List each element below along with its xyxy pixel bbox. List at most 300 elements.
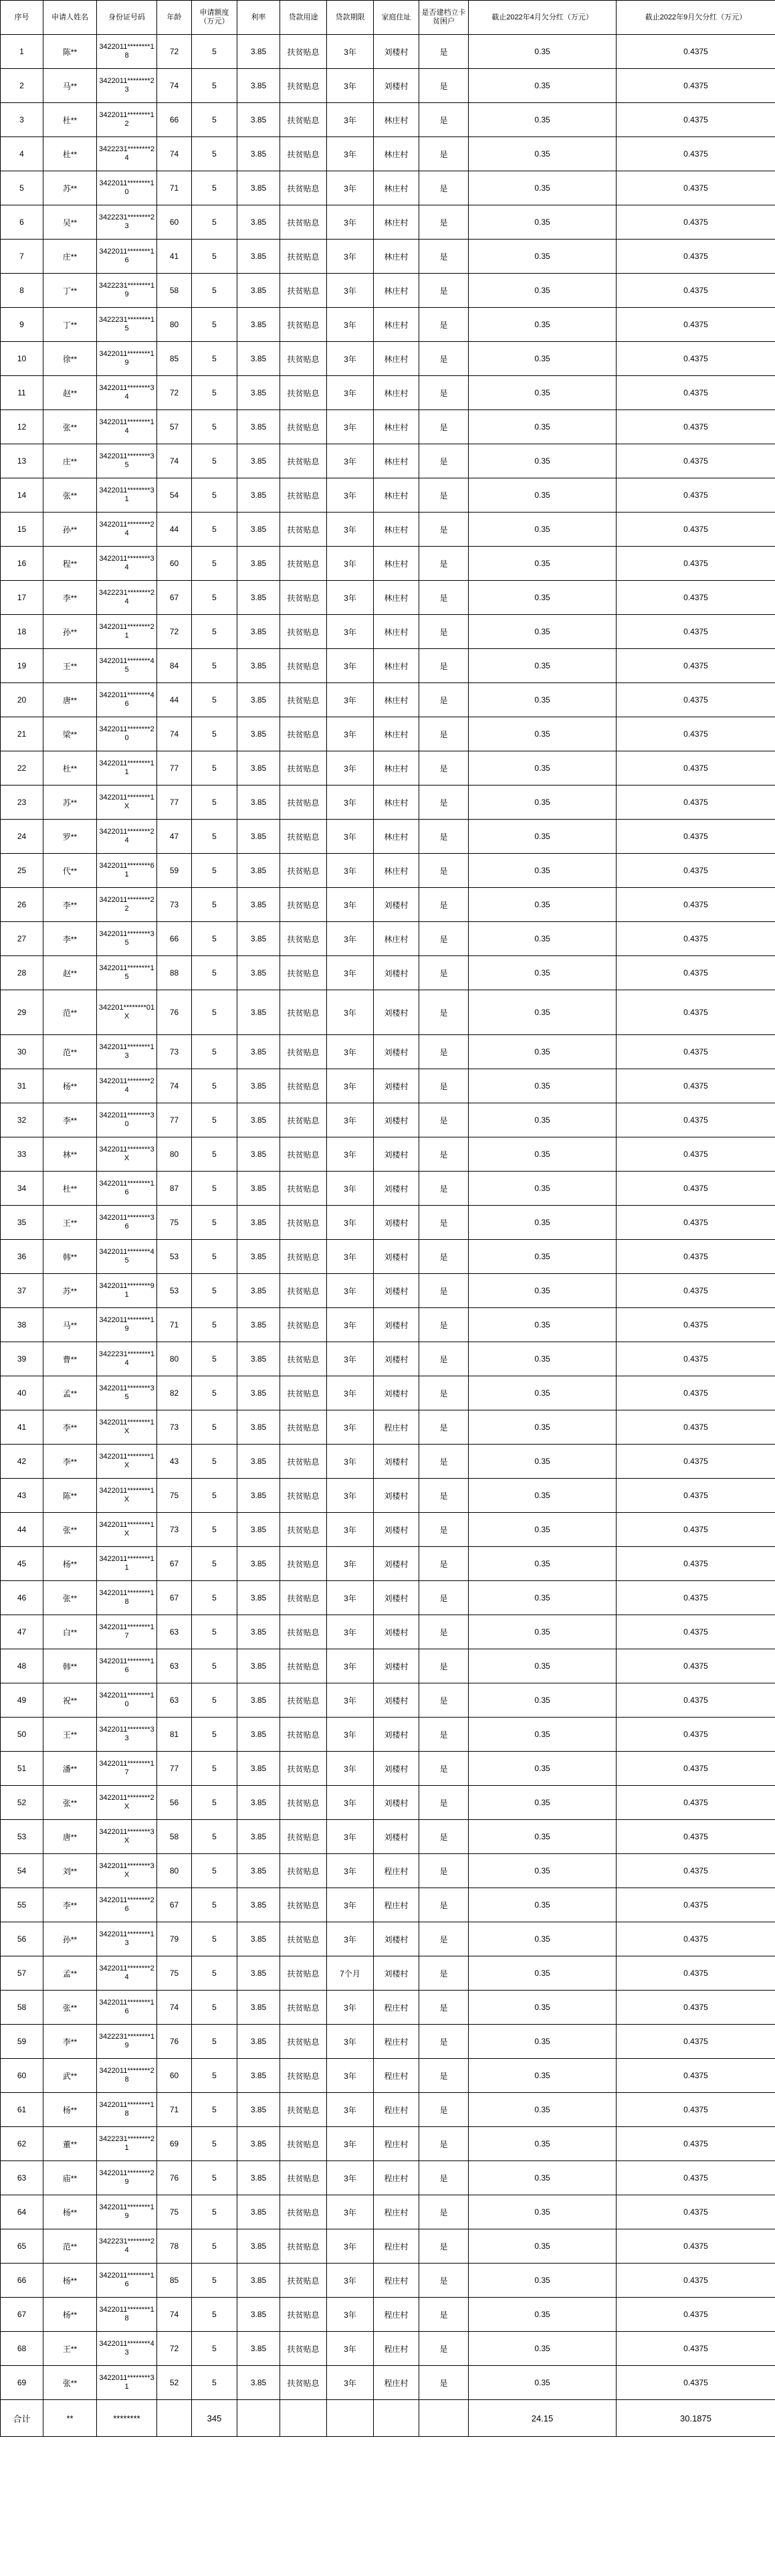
poor-household-flag: 是 xyxy=(419,1752,469,1786)
dividend-owed-april: 0.35 xyxy=(469,717,617,751)
applicant-name: 马** xyxy=(43,69,97,103)
loan-purpose: 扶贫贴息 xyxy=(280,1683,327,1718)
table-row xyxy=(1,308,775,342)
interest-rate: 3.85 xyxy=(237,2093,280,2127)
table-row xyxy=(1,1445,775,1479)
table-row xyxy=(1,478,775,513)
table-row xyxy=(1,1581,775,1615)
dividend-owed-september: 0.4375 xyxy=(617,69,775,103)
dividend-owed-september: 0.4375 xyxy=(617,1615,775,1649)
poor-household-flag: 是 xyxy=(419,2229,469,2264)
id-number: 3422011********2X xyxy=(97,1786,157,1820)
row-number: 45 xyxy=(1,1547,43,1581)
loan-term: 3年 xyxy=(327,1718,374,1752)
dividend-owed-september: 0.4375 xyxy=(617,1786,775,1820)
age: 77 xyxy=(157,786,192,820)
loan-amount: 5 xyxy=(192,2093,237,2127)
dividend-owed-september: 0.4375 xyxy=(617,308,775,342)
row-number: 4 xyxy=(1,137,43,171)
dividend-owed-september: 0.4375 xyxy=(617,1752,775,1786)
row-number: 65 xyxy=(1,2229,43,2264)
row-number: 3 xyxy=(1,103,43,137)
poor-household-flag: 是 xyxy=(419,410,469,444)
loan-amount: 5 xyxy=(192,1649,237,1683)
row-number: 7 xyxy=(1,240,43,274)
dividend-owed-september: 0.4375 xyxy=(617,342,775,376)
header-rate: 利率 xyxy=(237,1,280,35)
age: 63 xyxy=(157,1615,192,1649)
dividend-owed-april: 0.35 xyxy=(469,1137,617,1172)
total-row xyxy=(1,2400,775,2437)
home-address: 林庄村 xyxy=(374,513,419,547)
id-number: 3422011********10 xyxy=(97,1683,157,1718)
applicant-name: 杨** xyxy=(43,2298,97,2332)
loan-term: 3年 xyxy=(327,1410,374,1445)
age: 85 xyxy=(157,342,192,376)
id-number: 3422231********24 xyxy=(97,2229,157,2264)
dividend-owed-september: 0.4375 xyxy=(617,1410,775,1445)
loan-purpose: 扶贫贴息 xyxy=(280,820,327,854)
id-number: 3422011********1X xyxy=(97,1479,157,1513)
loan-term: 3年 xyxy=(327,2059,374,2093)
dividend-owed-april: 0.35 xyxy=(469,2161,617,2195)
table-header xyxy=(1,1,775,35)
id-number: 3422011********29 xyxy=(97,2161,157,2195)
loan-term: 3年 xyxy=(327,2264,374,2298)
header-age: 年龄 xyxy=(157,1,192,35)
applicant-name: 赵** xyxy=(43,956,97,990)
loan-term: 3年 xyxy=(327,1752,374,1786)
applicant-name: 唐** xyxy=(43,1820,97,1854)
loan-term: 3年 xyxy=(327,683,374,717)
loan-purpose: 扶贫贴息 xyxy=(280,1956,327,1991)
table-row xyxy=(1,786,775,820)
dividend-owed-april: 0.35 xyxy=(469,2093,617,2127)
poor-household-flag: 是 xyxy=(419,1786,469,1820)
home-address: 程庄村 xyxy=(374,1854,419,1888)
id-number: 3422231********19 xyxy=(97,2025,157,2059)
poor-household-flag: 是 xyxy=(419,1342,469,1376)
poor-household-flag: 是 xyxy=(419,2093,469,2127)
id-number: 3422011********18 xyxy=(97,2093,157,2127)
total-poor xyxy=(419,2400,469,2437)
table-row xyxy=(1,1206,775,1240)
home-address: 林庄村 xyxy=(374,922,419,956)
home-address: 刘楼村 xyxy=(374,1820,419,1854)
header-use: 贷款用途 xyxy=(280,1,327,35)
loan-purpose: 扶贫贴息 xyxy=(280,786,327,820)
interest-rate: 3.85 xyxy=(237,1069,280,1103)
id-number: 3422011********30 xyxy=(97,1103,157,1137)
row-number: 44 xyxy=(1,1513,43,1547)
dividend-owed-april: 0.35 xyxy=(469,1683,617,1718)
id-number: 3422011********3X xyxy=(97,1820,157,1854)
poor-household-flag: 是 xyxy=(419,1206,469,1240)
interest-rate: 3.85 xyxy=(237,1137,280,1172)
table-row xyxy=(1,1752,775,1786)
row-number: 14 xyxy=(1,478,43,513)
dividend-owed-april: 0.35 xyxy=(469,240,617,274)
table-row xyxy=(1,1718,775,1752)
table-row xyxy=(1,1274,775,1308)
loan-purpose: 扶贫贴息 xyxy=(280,1103,327,1137)
loan-purpose: 扶贫贴息 xyxy=(280,649,327,683)
age: 76 xyxy=(157,2025,192,2059)
row-number: 51 xyxy=(1,1752,43,1786)
applicant-name: 李** xyxy=(43,888,97,922)
row-number: 50 xyxy=(1,1718,43,1752)
dividend-owed-september: 0.4375 xyxy=(617,922,775,956)
loan-amount: 5 xyxy=(192,137,237,171)
home-address: 刘楼村 xyxy=(374,1240,419,1274)
dividend-owed-april: 0.35 xyxy=(469,888,617,922)
loan-amount: 5 xyxy=(192,2025,237,2059)
age: 63 xyxy=(157,1649,192,1683)
header-poor: 是否建档立卡贫困户 xyxy=(419,1,469,35)
home-address: 刘楼村 xyxy=(374,888,419,922)
row-number: 38 xyxy=(1,1308,43,1342)
age: 81 xyxy=(157,1718,192,1752)
age: 60 xyxy=(157,205,192,240)
applicant-name: 李** xyxy=(43,1410,97,1445)
loan-amount: 5 xyxy=(192,2127,237,2161)
home-address: 刘楼村 xyxy=(374,1956,419,1991)
dividend-owed-april: 0.35 xyxy=(469,751,617,786)
dividend-owed-september: 0.4375 xyxy=(617,410,775,444)
interest-rate: 3.85 xyxy=(237,2229,280,2264)
dividend-owed-september: 0.4375 xyxy=(617,956,775,990)
age: 73 xyxy=(157,1035,192,1069)
loan-term: 3年 xyxy=(327,990,374,1035)
applicant-name: 孟** xyxy=(43,1956,97,1991)
loan-purpose: 扶贫贴息 xyxy=(280,1581,327,1615)
age: 77 xyxy=(157,751,192,786)
age: 69 xyxy=(157,2127,192,2161)
home-address: 林庄村 xyxy=(374,274,419,308)
home-address: 林庄村 xyxy=(374,786,419,820)
row-number: 53 xyxy=(1,1820,43,1854)
table-row xyxy=(1,171,775,205)
age: 76 xyxy=(157,990,192,1035)
loan-term: 3年 xyxy=(327,922,374,956)
row-number: 10 xyxy=(1,342,43,376)
total-label: 合计 xyxy=(1,2400,43,2437)
home-address: 刘楼村 xyxy=(374,1308,419,1342)
id-number: 3422011********16 xyxy=(97,1649,157,1683)
age: 71 xyxy=(157,2093,192,2127)
loan-purpose: 扶贫贴息 xyxy=(280,1786,327,1820)
interest-rate: 3.85 xyxy=(237,410,280,444)
loan-purpose: 扶贫贴息 xyxy=(280,205,327,240)
applicant-name: 董** xyxy=(43,2127,97,2161)
dividend-owed-april: 0.35 xyxy=(469,2366,617,2400)
dividend-owed-april: 0.35 xyxy=(469,820,617,854)
loan-purpose: 扶贫贴息 xyxy=(280,2298,327,2332)
loan-term: 3年 xyxy=(327,1172,374,1206)
home-address: 刘楼村 xyxy=(374,1137,419,1172)
loan-amount: 5 xyxy=(192,342,237,376)
loan-term: 3年 xyxy=(327,69,374,103)
applicant-name: 代** xyxy=(43,854,97,888)
loan-amount: 5 xyxy=(192,2298,237,2332)
loan-term: 3年 xyxy=(327,1479,374,1513)
row-number: 23 xyxy=(1,786,43,820)
loan-amount: 5 xyxy=(192,1410,237,1445)
id-number: 3422011********26 xyxy=(97,1888,157,1922)
row-number: 16 xyxy=(1,547,43,581)
interest-rate: 3.85 xyxy=(237,1820,280,1854)
interest-rate: 3.85 xyxy=(237,888,280,922)
dividend-owed-september: 0.4375 xyxy=(617,2332,775,2366)
loan-term: 3年 xyxy=(327,2229,374,2264)
applicant-name: 孙** xyxy=(43,615,97,649)
dividend-owed-september: 0.4375 xyxy=(617,1718,775,1752)
dividend-owed-september: 0.4375 xyxy=(617,2229,775,2264)
dividend-owed-april: 0.35 xyxy=(469,2025,617,2059)
dividend-owed-september: 0.4375 xyxy=(617,1103,775,1137)
interest-rate: 3.85 xyxy=(237,2298,280,2332)
loan-term: 3年 xyxy=(327,2093,374,2127)
dividend-owed-april: 0.35 xyxy=(469,1752,617,1786)
loan-amount: 5 xyxy=(192,1240,237,1274)
loan-amount: 5 xyxy=(192,615,237,649)
interest-rate: 3.85 xyxy=(237,1376,280,1410)
interest-rate: 3.85 xyxy=(237,1274,280,1308)
id-number: 342201********01X xyxy=(97,990,157,1035)
dividend-owed-april: 0.35 xyxy=(469,1206,617,1240)
id-number: 3422011********22 xyxy=(97,888,157,922)
dividend-owed-september: 0.4375 xyxy=(617,990,775,1035)
total-amount: 345 xyxy=(192,2400,237,2437)
dividend-owed-september: 0.4375 xyxy=(617,2298,775,2332)
poor-household-flag: 是 xyxy=(419,1410,469,1445)
interest-rate: 3.85 xyxy=(237,2127,280,2161)
home-address: 刘楼村 xyxy=(374,1103,419,1137)
poor-household-flag: 是 xyxy=(419,69,469,103)
interest-rate: 3.85 xyxy=(237,1206,280,1240)
loan-term: 3年 xyxy=(327,581,374,615)
table-row xyxy=(1,1547,775,1581)
dividend-owed-april: 0.35 xyxy=(469,410,617,444)
loan-amount: 5 xyxy=(192,513,237,547)
table-row xyxy=(1,1649,775,1683)
poor-household-flag: 是 xyxy=(419,888,469,922)
dividend-owed-april: 0.35 xyxy=(469,1274,617,1308)
age: 73 xyxy=(157,1513,192,1547)
poor-household-flag: 是 xyxy=(419,1991,469,2025)
poor-household-flag: 是 xyxy=(419,1615,469,1649)
age: 74 xyxy=(157,1991,192,2025)
applicant-name: 范** xyxy=(43,2229,97,2264)
table-row xyxy=(1,410,775,444)
table-row xyxy=(1,2161,775,2195)
loan-term: 3年 xyxy=(327,1376,374,1410)
interest-rate: 3.85 xyxy=(237,1240,280,1274)
row-number: 25 xyxy=(1,854,43,888)
applicant-name: 张** xyxy=(43,1581,97,1615)
poor-household-flag: 是 xyxy=(419,922,469,956)
total-id: ******** xyxy=(97,2400,157,2437)
row-number: 42 xyxy=(1,1445,43,1479)
age: 60 xyxy=(157,2059,192,2093)
applicant-name: 陈** xyxy=(43,1479,97,1513)
table-row xyxy=(1,2332,775,2366)
home-address: 刘楼村 xyxy=(374,1206,419,1240)
row-number: 26 xyxy=(1,888,43,922)
dividend-owed-april: 0.35 xyxy=(469,2264,617,2298)
poor-household-flag: 是 xyxy=(419,1854,469,1888)
row-number: 22 xyxy=(1,751,43,786)
total-term xyxy=(327,2400,374,2437)
applicant-name: 庄** xyxy=(43,444,97,478)
row-number: 52 xyxy=(1,1786,43,1820)
table-row xyxy=(1,2264,775,2298)
dividend-owed-april: 0.35 xyxy=(469,137,617,171)
table-row xyxy=(1,103,775,137)
dividend-owed-september: 0.4375 xyxy=(617,103,775,137)
id-number: 3422011********3X xyxy=(97,1854,157,1888)
id-number: 3422011********18 xyxy=(97,35,157,69)
loan-purpose: 扶贫贴息 xyxy=(280,854,327,888)
loan-purpose: 扶贫贴息 xyxy=(280,922,327,956)
home-address: 刘楼村 xyxy=(374,1683,419,1718)
interest-rate: 3.85 xyxy=(237,615,280,649)
home-address: 林庄村 xyxy=(374,751,419,786)
applicant-name: 杨** xyxy=(43,2264,97,2298)
age: 54 xyxy=(157,478,192,513)
loan-amount: 5 xyxy=(192,1137,237,1172)
loan-term: 3年 xyxy=(327,1786,374,1820)
dividend-owed-september: 0.4375 xyxy=(617,1240,775,1274)
loan-purpose: 扶贫贴息 xyxy=(280,274,327,308)
dividend-owed-april: 0.35 xyxy=(469,1718,617,1752)
row-number: 12 xyxy=(1,410,43,444)
loan-term: 3年 xyxy=(327,35,374,69)
poor-household-flag: 是 xyxy=(419,615,469,649)
loan-term: 3年 xyxy=(327,1274,374,1308)
dividend-owed-april: 0.35 xyxy=(469,444,617,478)
home-address: 林庄村 xyxy=(374,547,419,581)
loan-amount: 5 xyxy=(192,444,237,478)
applicant-name: 杜** xyxy=(43,103,97,137)
applicant-name: 杜** xyxy=(43,137,97,171)
dividend-owed-april: 0.35 xyxy=(469,1308,617,1342)
poor-household-flag: 是 xyxy=(419,240,469,274)
loan-amount: 5 xyxy=(192,581,237,615)
poor-household-flag: 是 xyxy=(419,1888,469,1922)
applicant-name: 丁** xyxy=(43,308,97,342)
poor-household-flag: 是 xyxy=(419,717,469,751)
home-address: 林庄村 xyxy=(374,240,419,274)
applicant-name: 吴** xyxy=(43,205,97,240)
applicant-name: 赵** xyxy=(43,376,97,410)
dividend-owed-april: 0.35 xyxy=(469,1172,617,1206)
loan-term: 3年 xyxy=(327,751,374,786)
interest-rate: 3.85 xyxy=(237,1035,280,1069)
id-number: 3422231********24 xyxy=(97,137,157,171)
home-address: 刘楼村 xyxy=(374,1172,419,1206)
dividend-owed-september: 0.4375 xyxy=(617,888,775,922)
row-number: 29 xyxy=(1,990,43,1035)
age: 80 xyxy=(157,1854,192,1888)
interest-rate: 3.85 xyxy=(237,990,280,1035)
age: 53 xyxy=(157,1274,192,1308)
interest-rate: 3.85 xyxy=(237,137,280,171)
loan-term: 3年 xyxy=(327,1581,374,1615)
row-number: 69 xyxy=(1,2366,43,2400)
applicant-name: 庙** xyxy=(43,2161,97,2195)
header-row xyxy=(1,1,775,35)
table-row xyxy=(1,1786,775,1820)
loan-purpose: 扶贫贴息 xyxy=(280,171,327,205)
home-address: 程庄村 xyxy=(374,2161,419,2195)
loan-term: 3年 xyxy=(327,137,374,171)
interest-rate: 3.85 xyxy=(237,1445,280,1479)
table-row xyxy=(1,2229,775,2264)
loan-amount: 5 xyxy=(192,410,237,444)
age: 85 xyxy=(157,2264,192,2298)
loan-term: 3年 xyxy=(327,820,374,854)
loan-purpose: 扶贫贴息 xyxy=(280,1206,327,1240)
poor-household-flag: 是 xyxy=(419,956,469,990)
dividend-owed-september: 0.4375 xyxy=(617,2025,775,2059)
home-address: 林庄村 xyxy=(374,137,419,171)
loan-amount: 5 xyxy=(192,820,237,854)
id-number: 3422011********19 xyxy=(97,1308,157,1342)
table-row xyxy=(1,2059,775,2093)
row-number: 27 xyxy=(1,922,43,956)
header-term: 贷款期限 xyxy=(327,1,374,35)
row-number: 37 xyxy=(1,1274,43,1308)
loan-amount: 5 xyxy=(192,1172,237,1206)
loan-amount: 5 xyxy=(192,1683,237,1718)
table-row xyxy=(1,1820,775,1854)
poor-household-flag: 是 xyxy=(419,990,469,1035)
loan-amount: 5 xyxy=(192,2332,237,2366)
loan-purpose: 扶贫贴息 xyxy=(280,751,327,786)
dividend-owed-september: 0.4375 xyxy=(617,513,775,547)
interest-rate: 3.85 xyxy=(237,1342,280,1376)
applicant-name: 刘** xyxy=(43,1854,97,1888)
loan-term: 3年 xyxy=(327,1991,374,2025)
loan-amount: 5 xyxy=(192,1376,237,1410)
dividend-owed-september: 0.4375 xyxy=(617,376,775,410)
loan-term: 3年 xyxy=(327,1854,374,1888)
home-address: 刘楼村 xyxy=(374,1649,419,1683)
age: 73 xyxy=(157,1410,192,1445)
loan-purpose: 扶贫贴息 xyxy=(280,1342,327,1376)
row-number: 32 xyxy=(1,1103,43,1137)
poor-household-flag: 是 xyxy=(419,444,469,478)
dividend-owed-april: 0.35 xyxy=(469,1513,617,1547)
age: 74 xyxy=(157,1069,192,1103)
id-number: 3422011********35 xyxy=(97,444,157,478)
loan-term: 3年 xyxy=(327,513,374,547)
table-row xyxy=(1,1137,775,1172)
dividend-owed-september: 0.4375 xyxy=(617,2161,775,2195)
home-address: 林庄村 xyxy=(374,854,419,888)
id-number: 3422011********45 xyxy=(97,649,157,683)
loan-purpose: 扶贫贴息 xyxy=(280,2366,327,2400)
dividend-owed-september: 0.4375 xyxy=(617,478,775,513)
age: 43 xyxy=(157,1445,192,1479)
poor-household-flag: 是 xyxy=(419,2161,469,2195)
dividend-owed-september: 0.4375 xyxy=(617,1479,775,1513)
row-number: 28 xyxy=(1,956,43,990)
dividend-owed-april: 0.35 xyxy=(469,171,617,205)
loan-purpose: 扶贫贴息 xyxy=(280,1035,327,1069)
dividend-owed-september: 0.4375 xyxy=(617,1991,775,2025)
